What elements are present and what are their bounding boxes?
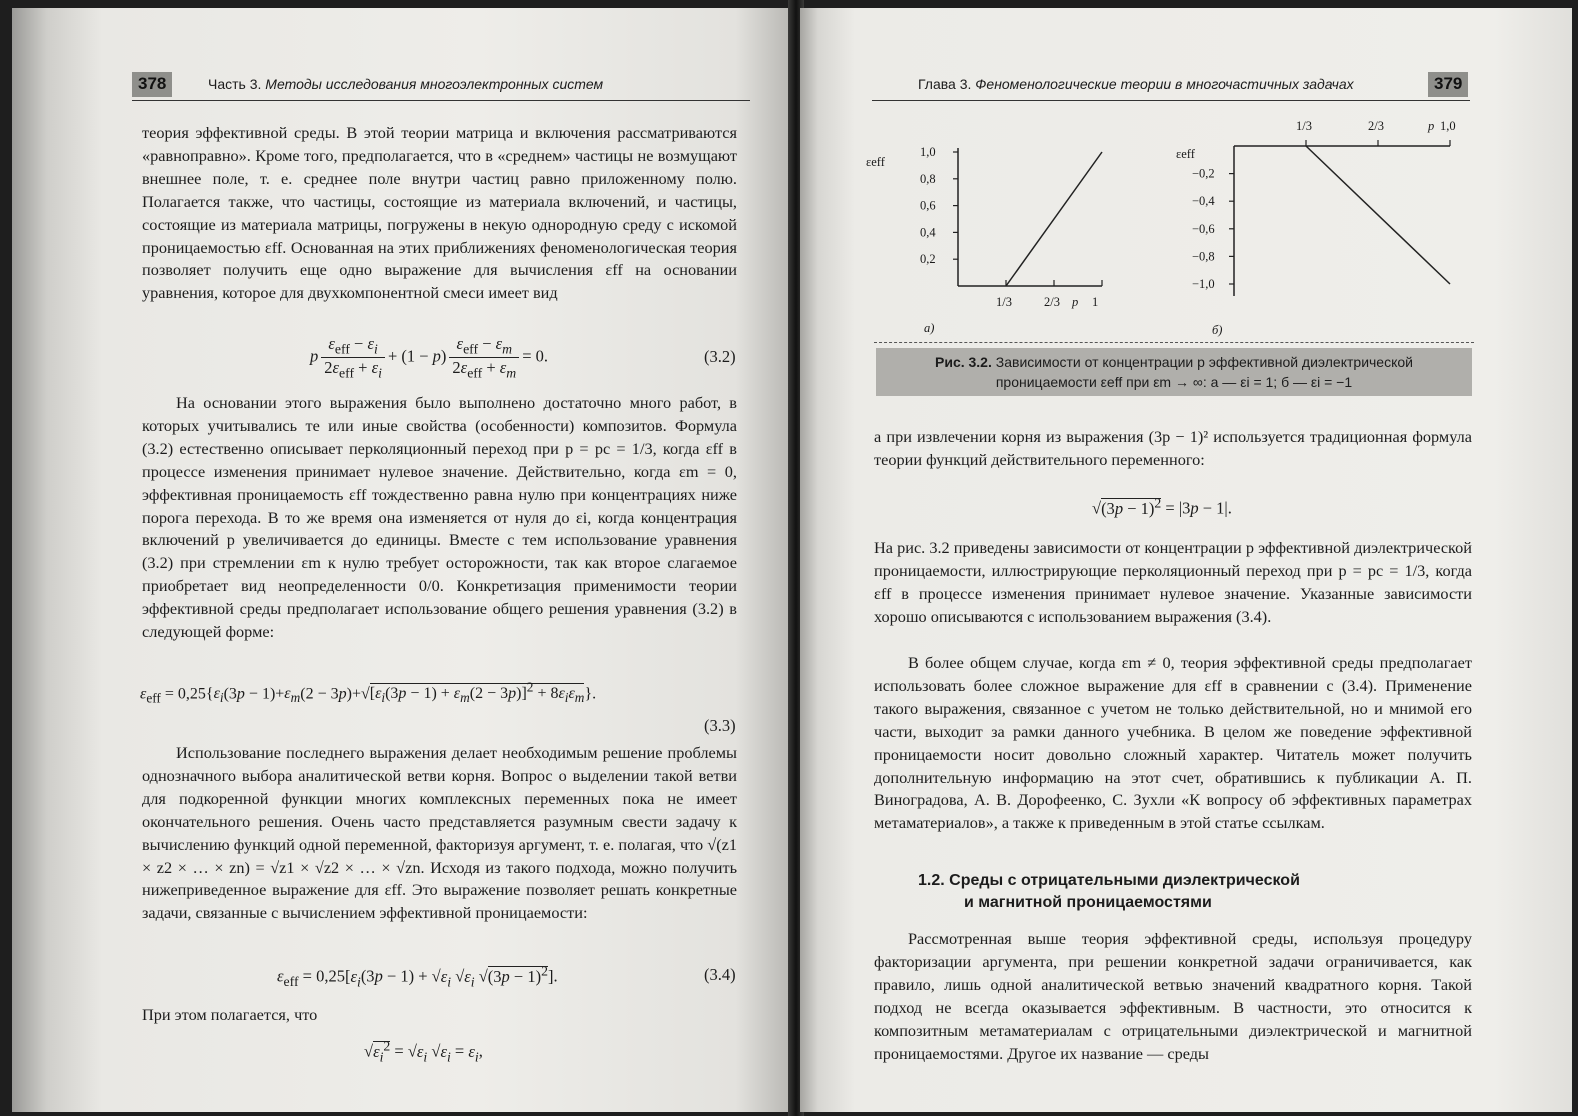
paragraph xyxy=(874,537,1472,629)
chart-x-tick-label: 1/3 xyxy=(1296,119,1312,133)
equation-number: (3.4) xyxy=(704,965,736,984)
paragraph xyxy=(874,652,1472,835)
chart-y-tick-label: 0,6 xyxy=(920,198,936,213)
chart-x-label: p xyxy=(1428,119,1435,133)
figure-divider xyxy=(874,342,1474,343)
equation-sqrt-identity: $√\varepsilon_i^2 = √\varepsilon_i$ $√\varepsilon_i = \varepsilon_i$, xyxy=(364,1038,483,1064)
running-head xyxy=(208,76,603,92)
chart-y-tick-label: −0,6 xyxy=(1192,221,1215,236)
chart-x-tick-label: 2/3 xyxy=(1368,119,1384,133)
figure-caption-label: Рис. 3.2. xyxy=(935,354,992,370)
section-heading-line: 1.2. Среды с отрицательными диэлектрической xyxy=(918,872,1300,889)
equation-3-2: p $\frac{\varepsilon_{eff} - \varepsilon_i}{2\varepsilon_{eff} + \varepsilon_i}$ + (1 − p) $\frac{\varepsilon_{eff} - \varepsilon_m}{2\varepsilon_{eff} + \varepsilon_m}$ = 0. xyxy=(310,334,549,381)
chart-series-line xyxy=(1006,152,1102,286)
chart-y-tick-label: −0,2 xyxy=(1192,166,1215,181)
running-head xyxy=(918,76,1354,92)
figure-caption-text: Зависимости от концентрации p эффективной диэлектрической проницаемости εeff при εm → ∞: а — εi = 1; б — εi = −1 xyxy=(995,354,1413,390)
running-head-title: Феноменологические теории в многочастичных задачах xyxy=(975,76,1354,92)
paragraph xyxy=(142,742,737,925)
paragraph xyxy=(142,392,737,644)
chart-panel-b xyxy=(1150,116,1480,338)
paragraph-text: а при извлечении корня из выражения (3p − 1)² используется традиционная формула теории функций действительного переменного: xyxy=(874,427,1472,469)
chart-x-tick-label: 1/3 xyxy=(996,295,1012,309)
section-heading xyxy=(918,870,1438,914)
paragraph-text: теория эффективной среды. В этой теории матрица и включения рассматриваются «равноправно». Кроме того, предполагается, что в «среднем» частицы не возмущают внешнее поле, т. е. среднее поле внутри частиц равно приложенному полю. Полагается также, что частицы, состоящие из материала включений, и частицы, состоящие из материала матрицы, погружены в некую однородную среду с искомой проницаемостью εff. Основанная на этих приближениях феноменологическая теория позволяет получить еще одно выражение для вычисления εff на основании уравнения, которое для двухкомпонентной смеси имеет вид xyxy=(142,123,737,303)
chart-series-line xyxy=(1306,146,1450,284)
left-page-header xyxy=(132,72,750,101)
paragraph-text: На рис. 3.2 приведены зависимости от концентрации p эффективной диэлектрической проницаемости, иллюстрирующие перколяционный переход при p = pc = 1/3, когда εff в процессе изменения принимает нулевое значение. Указанные зависимости хорошо описываются с использованием выражения (3.4). xyxy=(874,538,1472,626)
chart-y-label: εeff xyxy=(866,155,885,169)
chart-x-tick-label: 1 xyxy=(1092,295,1099,309)
paragraph-text: При этом полагается, что xyxy=(142,1005,318,1024)
chart-panel-label: б) xyxy=(1212,323,1223,337)
chart-x-label: p xyxy=(1072,295,1079,309)
paragraph xyxy=(142,1004,737,1027)
paragraph xyxy=(874,928,1472,1065)
paragraph-text: Рассмотренная выше теория эффективной среды, используя процедуру факторизации аргумента, при решении конкретной задачи ограничивается, как правило, лишь одной аналитической ветвью значений квадратного корня. Такой подход не всегда оказывается эффективным. В частности, это относится к композитным метаматериалам с отрицательными диэлектрической и магнитной проницаемостями. Другое их название — среды xyxy=(874,929,1472,1063)
page-number: 379 xyxy=(1428,72,1468,97)
chart-x-tick-label: 2/3 xyxy=(1044,295,1060,309)
chart-y-label: εeff xyxy=(1176,147,1195,161)
chart-x-tick-label: 1,0 xyxy=(1440,119,1456,133)
chart-y-tick-label: 1,0 xyxy=(920,145,936,159)
chart-panel-label: а) xyxy=(924,321,935,335)
equation-number: (3.2) xyxy=(704,347,736,366)
running-head-part: Часть 3. xyxy=(208,76,262,92)
paragraph xyxy=(142,122,737,305)
chart-y-tick-label: −0,4 xyxy=(1192,194,1215,209)
equation-number: (3.3) xyxy=(704,716,736,735)
paragraph xyxy=(874,426,1472,472)
equation-3-3: $\varepsilon_{eff} = 0,25\{\varepsilon_i(3p - 1)+\varepsilon_m(2 - 3p)+√[\varepsilon_i(3p - 1) + \varepsilon_m(2 - 3p)]^2 + 8\varepsilon_i\varepsilon_m\}$. xyxy=(140,680,597,706)
running-head-title: Методы исследования многоэлектронных систем xyxy=(265,76,604,92)
right-page-header xyxy=(872,72,1470,101)
page-number: 378 xyxy=(132,72,172,97)
paragraph-text: В более общем случае, когда εm ≠ 0, теория эффективной среды предполагает использовать более сложное выражение для εff в сравнении с (3.4). Применение такого выражения, связанное с учетом не только действительной, но и мнимой его части, выходит за рамки данного учебника. В целом же поведение эффективной проницаемости носит довольно сложный характер. Читатель может получить дополнительную информацию на этот счет, обратившись к публикации А. П. Виноградова, А. В. Дорофеенко, С. Зухли «К вопросу об эффективных параметрах метаматериалов», а также к приведенным в этой статье ссылкам. xyxy=(874,653,1472,833)
paragraph-text: На основании этого выражения было выполнено достаточно много работ, в которых учитывались те или иные свойства (особенности) композитов. Формула (3.2) естественно описывает перколяционный переход при p = pc = 1/3, когда εff в процессе изменения принимает нулевое значение. Действительно, когда εm = 0, эффективная проницаемость εff тождественно равна нулю при концентрациях ниже порога перехода. В то же время она изменяется от нуля до εi, когда концентрация включений p увеличивается до единицы. Вместе с тем использование уравнения (3.2) при стремлении εm к нулю требует осторожности, так как второе слагаемое приобретает вид неопределенности 0/0. Конкретизация применимости теории эффективной среды предполагает использование общего решения уравнения (3.2) в следующей форме: xyxy=(142,393,737,642)
chart-y-tick-label: −1,0 xyxy=(1192,277,1215,291)
chart-panel-a xyxy=(866,136,1134,336)
right-page xyxy=(800,8,1572,1112)
chart-y-tick-label: 0,4 xyxy=(920,225,936,240)
chart-y-tick-label: 0,8 xyxy=(920,171,936,186)
section-heading-line: и магнитной проницаемостями xyxy=(964,894,1212,911)
paragraph-text: Использование последнего выражения делает необходимым решение проблемы однозначного выбора аналитической ветви корня. Вопрос о выделении такой ветви для подкоренной функции многих комплексных переменных пока не имеет окончательного решения. Очень часто представляется разумным свести задачу к вычислению функций одной переменной, факторизуя аргумент, т. е. полагая, что √(z1 × z2 × … × zn) = √z1 × √z2 × … × √zn. Исходя из такого подхода, можно получить нижеприведенное выражение для εff. Это выражение позволяет решать конкретные задачи, связанные с вычислением эффективной проницаемости: xyxy=(142,743,737,923)
figure-caption xyxy=(876,348,1472,396)
left-page xyxy=(12,8,790,1112)
equation-3-4: $\varepsilon_{eff} = 0,25[\varepsilon_i(3p - 1) + √\varepsilon_i$ $√\varepsilon_i$ $√(3p - 1)^2$]. xyxy=(277,963,558,989)
running-head-chapter: Глава 3. xyxy=(918,76,972,92)
chart-y-tick-label: −0,8 xyxy=(1192,249,1215,264)
equation-abs-root: $√(3p - 1)^2 = |3p - 1|$. xyxy=(1092,495,1232,518)
chart-y-tick-label: 0,2 xyxy=(920,252,936,267)
